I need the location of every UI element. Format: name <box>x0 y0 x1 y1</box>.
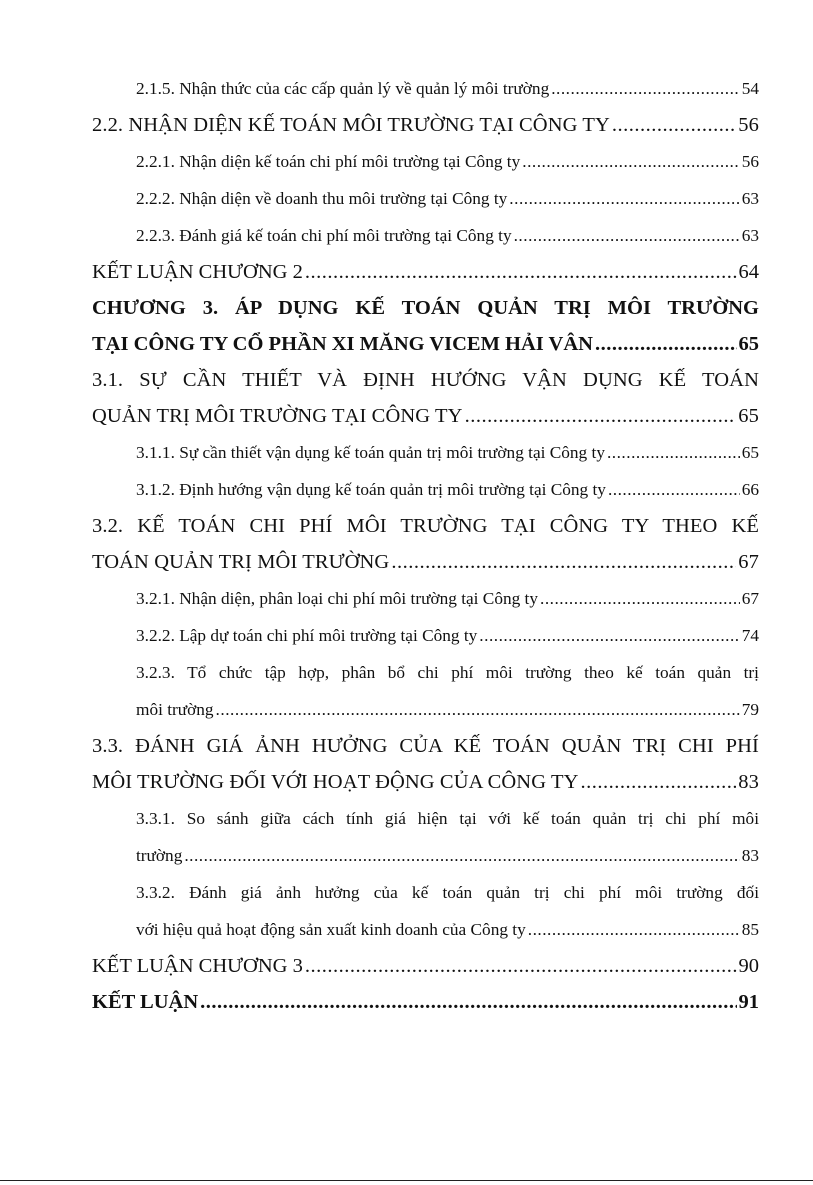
dot-leader <box>522 143 739 180</box>
toc-entry[interactable] <box>92 362 759 434</box>
toc-page-number: 63 <box>741 226 759 245</box>
dot-leader <box>540 580 740 617</box>
toc-entry[interactable] <box>92 434 759 471</box>
toc-entry-title: KẾT LUẬN CHƯƠNG 3 <box>92 955 303 977</box>
toc-entry-title-line: 3.1. SỰ CẦN THIẾT VÀ ĐỊNH HƯỚNG VẬN DỤNG KẾ TOÁN <box>92 369 759 391</box>
toc-entry[interactable] <box>92 471 759 508</box>
toc-page-number: 83 <box>738 771 759 793</box>
toc-page-number: 91 <box>738 991 759 1013</box>
dot-leader <box>479 617 739 654</box>
dot-leader <box>514 217 740 254</box>
toc-entry-title: 3.1.2. Định hướng vận dụng kế toán quản trị môi trường tại Công ty <box>136 480 606 499</box>
toc-entry[interactable] <box>92 143 759 180</box>
dot-leader <box>216 691 740 728</box>
toc-entry-title-line: 3.3. ĐÁNH GIÁ ẢNH HƯỞNG CỦA KẾ TOÁN QUẢN TRỊ CHI PHÍ <box>92 735 759 757</box>
toc-entry[interactable] <box>92 70 759 107</box>
table-of-contents <box>92 70 759 1020</box>
dot-leader <box>200 984 736 1020</box>
toc-page-number: 74 <box>741 626 759 645</box>
toc-entry-title: 2.2.2. Nhận diện về doanh thu môi trường tại Công ty <box>136 189 508 208</box>
toc-entry-title-line: 3.3.2. Đánh giá ảnh hưởng của kế toán quản trị chi phí môi trường đối <box>136 883 759 902</box>
toc-page-number: 56 <box>738 114 759 136</box>
toc-entry-title-line: CHƯƠNG 3. ÁP DỤNG KẾ TOÁN QUẢN TRỊ MÔI TRƯỜNG <box>92 297 759 319</box>
toc-entry-title: môi trường <box>136 700 214 719</box>
toc-page-number: 54 <box>741 79 759 98</box>
toc-entry[interactable] <box>92 107 759 143</box>
toc-entry-title: với hiệu quả hoạt động sản xuất kinh doanh của Công ty <box>136 920 526 939</box>
dot-leader <box>528 911 740 948</box>
toc-entry-title-line: 3.3.1. So sánh giữa cách tính giá hiện tại với kế toán quản trị chi phí môi <box>136 809 759 828</box>
toc-page-number: 65 <box>738 405 759 427</box>
toc-page-number: 90 <box>738 955 759 977</box>
toc-entry[interactable] <box>92 800 759 874</box>
toc-entry-title: trường <box>136 846 183 865</box>
toc-page-number: 79 <box>741 700 759 719</box>
dot-leader <box>580 764 736 800</box>
toc-page-number: 83 <box>741 846 759 865</box>
page-bottom-rule <box>0 1180 813 1181</box>
toc-entry-title: 2.2.3. Đánh giá kế toán chi phí môi trường tại Công ty <box>136 226 512 245</box>
toc-page-number: 65 <box>738 333 759 355</box>
toc-page-number: 67 <box>741 589 759 608</box>
toc-entry-title: KẾT LUẬN CHƯƠNG 2 <box>92 261 303 283</box>
toc-page-number: 65 <box>741 443 759 462</box>
toc-page-number: 67 <box>738 551 759 573</box>
toc-entry-title: KẾT LUẬN <box>92 991 199 1013</box>
toc-entry-title: 3.2.1. Nhận diện, phân loại chi phí môi trường tại Công ty <box>136 589 538 608</box>
toc-entry[interactable] <box>92 948 759 984</box>
dot-leader <box>595 326 737 362</box>
toc-page-number: 56 <box>741 152 759 171</box>
toc-entry[interactable] <box>92 874 759 948</box>
dot-leader <box>465 398 737 434</box>
toc-entry-title: MÔI TRƯỜNG ĐỐI VỚI HOẠT ĐỘNG CỦA CÔNG TY <box>92 771 579 793</box>
toc-entry-title: 3.2.2. Lập dự toán chi phí môi trường tại Công ty <box>136 626 478 645</box>
toc-entry[interactable] <box>92 728 759 800</box>
dot-leader <box>612 107 736 143</box>
toc-entry[interactable] <box>92 654 759 728</box>
dot-leader <box>608 471 740 508</box>
toc-entry-title: 3.1.1. Sự cần thiết vận dụng kế toán quản trị môi trường tại Công ty <box>136 443 605 462</box>
toc-entry[interactable] <box>92 984 759 1020</box>
toc-entry-title: 2.1.5. Nhận thức của các cấp quản lý về quản lý môi trường <box>136 79 550 98</box>
toc-entry-title-line: 3.2.3. Tổ chức tập hợp, phân bổ chi phí môi trường theo kế toán quản trị <box>136 663 759 682</box>
toc-entry-title: 2.2.1. Nhận diện kế toán chi phí môi trường tại Công ty <box>136 152 521 171</box>
toc-entry[interactable] <box>92 254 759 290</box>
toc-entry-title: TOÁN QUẢN TRỊ MÔI TRƯỜNG <box>92 551 390 573</box>
toc-entry-title: QUẢN TRỊ MÔI TRƯỜNG TẠI CÔNG TY <box>92 405 463 427</box>
dot-leader <box>607 434 740 471</box>
toc-page-number: 63 <box>741 189 759 208</box>
toc-entry[interactable] <box>92 180 759 217</box>
toc-page-number: 64 <box>738 261 759 283</box>
toc-entry[interactable] <box>92 617 759 654</box>
toc-page-number: 85 <box>741 920 759 939</box>
toc-entry-title: TẠI CÔNG TY CỔ PHẦN XI MĂNG VICEM HẢI VÂN <box>92 333 593 355</box>
toc-entry[interactable] <box>92 580 759 617</box>
dot-leader <box>305 254 737 290</box>
dot-leader <box>391 544 736 580</box>
dot-leader <box>551 70 740 107</box>
toc-entry-title-line: 3.2. KẾ TOÁN CHI PHÍ MÔI TRƯỜNG TẠI CÔNG TY THEO KẾ <box>92 515 759 537</box>
toc-page-number: 66 <box>741 480 759 499</box>
toc-entry[interactable] <box>92 217 759 254</box>
dot-leader <box>305 948 737 984</box>
dot-leader <box>184 837 739 874</box>
dot-leader <box>509 180 739 217</box>
toc-entry[interactable] <box>92 290 759 362</box>
toc-entry[interactable] <box>92 508 759 580</box>
toc-entry-title: 2.2. NHẬN DIỆN KẾ TOÁN MÔI TRƯỜNG TẠI CÔNG TY <box>92 114 610 136</box>
